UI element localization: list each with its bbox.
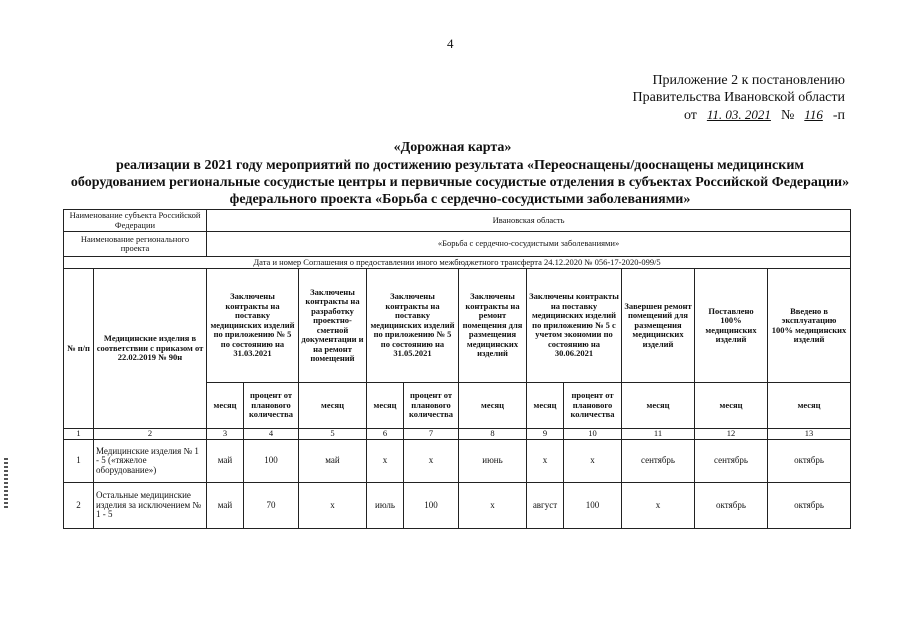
agreement-row: Дата и номер Соглашения о предоставлении иного межбюджетного трансферта 24.12.2020 № 056-17-2020-099/5 bbox=[64, 257, 851, 269]
col-number: 4 bbox=[244, 429, 299, 440]
cell: х bbox=[367, 440, 404, 483]
sub-month: месяц bbox=[527, 383, 564, 429]
header-items: Медицинские изделия в соответствии с приказом от 22.02.2019 № 90н bbox=[94, 269, 207, 429]
cell: х bbox=[459, 483, 527, 529]
cell: октябрь bbox=[695, 483, 768, 529]
sub-month: месяц bbox=[367, 383, 404, 429]
cell: х bbox=[622, 483, 695, 529]
cell: х bbox=[404, 440, 459, 483]
header-contracts-0531: Заключены контракты на поставку медицинских изделий по приложению № 5 по состоянию на 31.05.2021 bbox=[367, 269, 459, 383]
col-number: 10 bbox=[564, 429, 622, 440]
side-margin-mark bbox=[4, 458, 8, 508]
col-number: 7 bbox=[404, 429, 459, 440]
cell: х bbox=[527, 440, 564, 483]
row-num: 2 bbox=[64, 483, 94, 529]
col-number: 11 bbox=[622, 429, 695, 440]
col-number: 3 bbox=[207, 429, 244, 440]
table-row bbox=[64, 483, 851, 529]
table-row bbox=[64, 440, 851, 483]
sub-percent: процент от планового количества bbox=[404, 383, 459, 429]
cell: 70 bbox=[244, 483, 299, 529]
header-contracts-0331: Заключены контракты на поставку медицинских изделий по приложению № 5 по состоянию на 31.03.2021 bbox=[207, 269, 299, 383]
cell: х bbox=[564, 440, 622, 483]
sub-month: месяц bbox=[768, 383, 851, 429]
cell: х bbox=[299, 483, 367, 529]
resolution-number: 116 bbox=[804, 107, 823, 122]
document-title: «Дорожная карта» bbox=[393, 140, 512, 155]
sub-percent: процент от планового количества bbox=[564, 383, 622, 429]
appendix-block bbox=[545, 72, 845, 124]
roadmap-table bbox=[63, 209, 851, 529]
header-num: № п/п bbox=[64, 269, 94, 429]
col-number: 9 bbox=[527, 429, 564, 440]
project-value: «Борьба с сердечно-сосудистыми заболеваниями» bbox=[207, 232, 851, 257]
column-number-row bbox=[64, 429, 851, 440]
row-num: 1 bbox=[64, 440, 94, 483]
document-subtitle: реализации в 2021 году мероприятий по достижению результата «Переоснащены/дооснащены медицинским оборудованием региональные сосудистые центры и первичные сосудистые отделения в субъектах Российской Федерации» федерального проекта «Борьба с сердечно-сосудистыми заболеваниями» bbox=[70, 158, 850, 207]
cell: сентябрь bbox=[695, 440, 768, 483]
sub-month: месяц bbox=[299, 383, 367, 429]
cell: май bbox=[207, 440, 244, 483]
project-label: Наименование регионального проекта bbox=[64, 232, 207, 257]
cell: май bbox=[207, 483, 244, 529]
row-item-name: Медицинские изделия № 1 - 5 («тяжелое оборудование») bbox=[94, 440, 207, 483]
cell: август bbox=[527, 483, 564, 529]
header-commissioned: Введено в эксплуатацию 100% медицинских изделий bbox=[768, 269, 851, 383]
sub-month: месяц bbox=[622, 383, 695, 429]
cell: июнь bbox=[459, 440, 527, 483]
appendix-number-sign: № bbox=[780, 108, 795, 123]
header-repair-contracts: Заключены контракты на ремонт помещения для размещения медицинских изделий bbox=[459, 269, 527, 383]
subject-label: Наименование субъекта Российской Федерации bbox=[64, 210, 207, 232]
header-repair-completed: Завершен ремонт помещений для размещения медицинских изделий bbox=[622, 269, 695, 383]
row-item-name: Остальные медицинские изделия за исключением № 1 - 5 bbox=[94, 483, 207, 529]
appendix-suffix: -п bbox=[832, 108, 845, 123]
col-number: 8 bbox=[459, 429, 527, 440]
header-delivered: Поставлено 100% медицинских изделий bbox=[695, 269, 768, 383]
col-number: 1 bbox=[64, 429, 94, 440]
sub-month: месяц bbox=[207, 383, 244, 429]
cell: октябрь bbox=[768, 483, 851, 529]
sub-month: месяц bbox=[459, 383, 527, 429]
cell: май bbox=[299, 440, 367, 483]
cell: октябрь bbox=[768, 440, 851, 483]
subject-value: Ивановская область bbox=[207, 210, 851, 232]
appendix-signline bbox=[545, 106, 845, 124]
col-number: 13 bbox=[768, 429, 851, 440]
sub-percent: процент от планового количества bbox=[244, 383, 299, 429]
sub-month: месяц bbox=[695, 383, 768, 429]
cell: 100 bbox=[244, 440, 299, 483]
cell: 100 bbox=[564, 483, 622, 529]
col-number: 2 bbox=[94, 429, 207, 440]
col-number: 6 bbox=[367, 429, 404, 440]
header-contracts-0630: Заключены контракты на поставку медицинских изделий по приложению № 5 с учетом экономии по состоянию на 30.06.2021 bbox=[527, 269, 622, 383]
cell: 100 bbox=[404, 483, 459, 529]
appendix-line-2: Правительства Ивановской области bbox=[632, 90, 845, 105]
col-number: 12 bbox=[695, 429, 768, 440]
resolution-date: 11. 03. 2021 bbox=[706, 107, 771, 122]
appendix-line-1: Приложение 2 к постановлению bbox=[652, 73, 845, 88]
appendix-from: от bbox=[683, 108, 697, 123]
header-design-contracts: Заключены контракты на разработку проектно-сметной документации и на ремонт помещений bbox=[299, 269, 367, 383]
col-number: 5 bbox=[299, 429, 367, 440]
cell: сентябрь bbox=[622, 440, 695, 483]
cell: июль bbox=[367, 483, 404, 529]
page-number: 4 bbox=[447, 36, 454, 51]
